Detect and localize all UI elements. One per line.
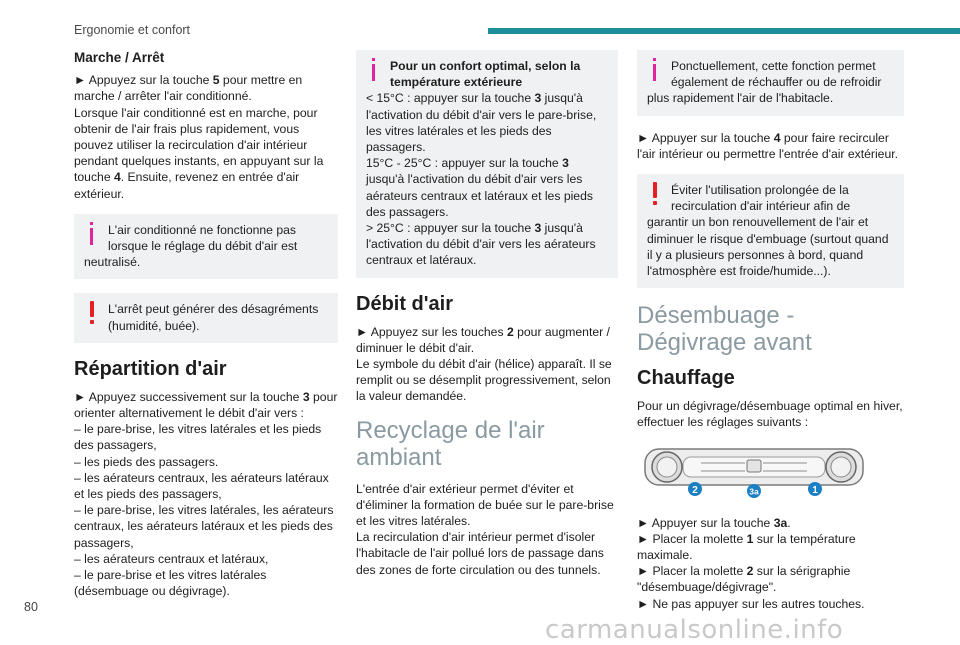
- warning-note: [74, 293, 338, 342]
- column-1: [74, 50, 338, 611]
- key-ref: 3: [302, 389, 310, 404]
- text: ► Appuyer sur la touche: [637, 130, 774, 145]
- text: pour orienter alternativement le débit d'air vers :: [74, 389, 338, 421]
- text: Le symbole du débit d'air (hélice) apparaît. Il se remplit ou se désemplit progressivement, selon la valeur demandée.: [356, 357, 612, 404]
- key-ref: 3: [534, 91, 542, 106]
- text: ► Appuyez sur les touches: [356, 324, 507, 339]
- column-3: [637, 50, 904, 624]
- note-text: Éviter l'utilisation prolongée de la recirculation d'air intérieur afin de garantir un bon renouvellement de l'air et diminuer le risque d'embuage (surtout quand il y a plusieurs personnes à bord, quand l'atmosphère est froide/humide...).: [647, 183, 889, 279]
- step-text: ► Placer la molette: [637, 531, 747, 546]
- step-text: sur la sérigraphie "désembuage/dégivrage".: [637, 564, 851, 595]
- callout-3a-label: 3a: [749, 486, 759, 497]
- paragraph-recyclage: [356, 481, 618, 578]
- info-note-comfort: [356, 50, 618, 278]
- text: Lorsque l'air conditionné est en marche, pour obtenir de l'air frais plus rapidement, vous pouvez utiliser la recirculation d'air intérieur pendant quelques instants, en appuyant sur la touche: [74, 105, 324, 185]
- info-icon: [84, 222, 102, 246]
- list-item: – le pare-brise, les vitres latérales et les pieds des passagers,: [74, 422, 322, 453]
- text: jusqu'à l'activation du débit d'air vers le pare-brise, les vitres latérales et les pieds des passagers.: [366, 91, 597, 155]
- note-text: L'arrêt peut générer des désagréments (humidité, buée).: [108, 302, 319, 333]
- section-title-chauffage: Chauffage: [637, 367, 735, 390]
- left-knob-center: [657, 457, 677, 477]
- section-title-debit: Débit d'air: [356, 292, 453, 315]
- warning-icon: [84, 301, 102, 325]
- list-item: – les aérateurs centraux, les aérateurs latéraux et les pieds des passagers,: [74, 470, 329, 502]
- info-icon: [647, 58, 665, 82]
- info-icon: [366, 58, 384, 82]
- list-item: – les aérateurs centraux et latéraux,: [74, 551, 269, 566]
- paragraph-marche-1: [74, 72, 338, 202]
- key-ref: 2: [746, 564, 754, 579]
- info-note: [74, 214, 338, 280]
- section-title-repartition: Répartition d'air: [74, 357, 227, 380]
- paragraph-chauffage: Pour un dégivrage/désembuage optimal en hiver, effectuer les réglages suivants :: [637, 399, 903, 430]
- step-text: ► Ne pas appuyer sur les autres touches.: [637, 596, 865, 611]
- defrost-button: [747, 460, 761, 472]
- text: pour augmenter / diminuer le débit d'air.: [356, 324, 610, 355]
- note-text: Ponctuellement, cette fonction permet également de réchauffer ou de refroidir plus rapidement l'air de l'habitacle.: [647, 59, 882, 106]
- text: ► Appuyez successivement sur la touche: [74, 389, 303, 404]
- text: pour faire recirculer l'air intérieur ou permettre l'entrée d'air extérieur.: [637, 130, 899, 161]
- note-text: L'air conditionné ne fonctionne pas lorsque le réglage du débit d'air est neutralisé.: [84, 222, 298, 270]
- callout-2-label: 2: [692, 484, 698, 496]
- step-text: ► Placer la molette: [637, 564, 747, 579]
- text: L'entrée d'air extérieur permet d'éviter et d'éliminer la formation de buée sur le pare-brise et les vitres latérales.: [356, 481, 614, 529]
- header-title: Ergonomie et confort: [74, 23, 191, 37]
- warning-note-recirculation: [637, 174, 904, 288]
- section-title-desembuage: Désembuage - Dégivrage avant: [637, 302, 812, 357]
- text: > 25°C : appuyer sur la touche: [366, 221, 535, 236]
- list-item: – le pare-brise et les vitres latérales (désembuage ou dégivrage).: [74, 568, 267, 599]
- section-title-marche: Marche / Arrêt: [74, 50, 165, 65]
- info-note-recirculation: [637, 50, 904, 116]
- key-ref: 1: [746, 531, 754, 546]
- header-accent-bar: [488, 28, 960, 34]
- key-ref: 5: [212, 73, 220, 88]
- key-ref: 3: [562, 156, 569, 171]
- text: pour mettre en marche / arrêter l'air conditionné.: [74, 73, 303, 104]
- text: jusqu'à l'activation du débit d'air vers les aérateurs centraux et latéraux et les pieds des passagers.: [366, 172, 593, 219]
- callout-1-label: 1: [812, 484, 818, 496]
- text: La recirculation d'air intérieur permet d'isoler l'habitacle de l'air pollué lors de passage dans des zones de forte circulation ou des tunnels.: [356, 530, 604, 577]
- key-ref: 2: [506, 324, 514, 339]
- page-number: 80: [24, 600, 38, 614]
- right-knob-center: [831, 457, 851, 477]
- step-text: .: [787, 515, 791, 530]
- paragraph-repartition: [74, 389, 338, 600]
- watermark: carmanualsonline.info: [545, 615, 844, 645]
- steps-list: [637, 515, 904, 612]
- paragraph-recirculation: [637, 130, 904, 162]
- text: 15°C - 25°C : appuyer sur la touche: [366, 156, 563, 171]
- text: < 15°C : appuyer sur la touche: [366, 91, 535, 106]
- text: ► Appuyez sur la touche: [74, 73, 213, 88]
- key-ref: 3a: [773, 515, 788, 530]
- text: . Ensuite, revenez en entrée d'air extérieur.: [74, 170, 300, 201]
- key-ref: 4: [113, 170, 121, 185]
- key-ref: 4: [773, 130, 781, 145]
- list-item: – les pieds des passagers.: [74, 454, 219, 469]
- list-item: – le pare-brise, les vitres latérales, les aérateurs centraux, les aérateurs latéraux et les pieds des passagers,: [74, 503, 334, 550]
- step-text: sur la température maximale.: [637, 531, 856, 563]
- paragraph-debit: [356, 324, 618, 405]
- step-text: ► Appuyer sur la touche: [637, 515, 774, 530]
- key-ref: 3: [534, 221, 542, 236]
- text: jusqu'à l'activation du débit d'air vers les aérateurs centraux et latéraux.: [366, 221, 596, 268]
- section-title-recyclage: Recyclage de l'air ambiant: [356, 416, 545, 471]
- note-title: Pour un confort optimal, selon la température extérieure: [390, 59, 581, 90]
- column-2: [356, 50, 618, 590]
- climate-control-panel-illustration: [643, 443, 865, 503]
- warning-icon: [647, 182, 665, 206]
